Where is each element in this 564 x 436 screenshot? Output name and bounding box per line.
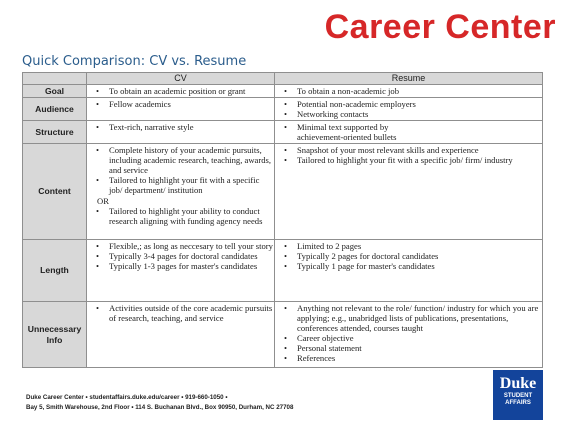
resume-unnecessary-item: • Personal statement (275, 343, 542, 353)
cv-unnecessary-item: • Activities outside of the core academic pursuits of research, teaching, and service (87, 303, 274, 323)
footer-contact (26, 393, 293, 413)
cv-length-item: • Typically 3-4 pages for doctoral candidates (87, 251, 274, 261)
cv-audience-item: • Fellow academics (87, 99, 274, 109)
row-label-structure: Structure (23, 121, 87, 144)
resume-content-item: • Tailored to highlight your fit with a specific job/ firm/ industry (275, 155, 542, 165)
resume-cell-unnecessary-info (275, 302, 543, 368)
resume-audience-item: • Potential non-academic employers (275, 99, 542, 109)
cv-length-item: • Flexible,; as long as neccesary to tell your story (87, 241, 274, 251)
row-audience (23, 98, 543, 121)
logo-duke: Duke (499, 375, 537, 392)
resume-length-item: • Typically 1 page for master's candidates (275, 261, 542, 271)
logo-affairs: AFFAIRS (505, 400, 531, 406)
cv-cell-structure (87, 121, 275, 144)
cv-content-item: • Tailored to highlight your ability to conduct research aligning with funding agency needs (87, 206, 274, 226)
resume-structure-item: • Minimal text supported by achievement-oriented bullets (275, 122, 542, 142)
resume-length-item: • Typically 2 pages for doctoral candidates (275, 251, 542, 261)
row-label-length: Length (23, 240, 87, 302)
table-header-row (23, 73, 543, 85)
header-resume: Resume (275, 73, 543, 85)
row-label-audience: Audience (23, 98, 87, 121)
resume-length-item: • Limited to 2 pages (275, 241, 542, 251)
row-unnecessary-info (23, 302, 543, 368)
cv-structure-item: • Text-rich, narrative style (87, 122, 274, 132)
header-cv: CV (87, 73, 275, 85)
resume-cell-structure (275, 121, 543, 144)
row-content (23, 144, 543, 240)
resume-cell-content (275, 144, 543, 240)
cv-content-item: • Complete history of your academic pursuits, including academic research, teaching, awards, and service (87, 145, 274, 175)
row-length (23, 240, 543, 302)
footer-line-1: Duke Career Center • studentaffairs.duke.edu/career • 919-660-1050 • (26, 394, 228, 401)
resume-unnecessary-item: • Career objective (275, 333, 542, 343)
resume-unnecessary-item: • References (275, 353, 542, 363)
logo-student: STUDENT (503, 393, 533, 399)
cv-length-item: • Typically 1-3 pages for master's candidates (87, 261, 274, 271)
cv-cell-content (87, 144, 275, 240)
footer-line-2: Bay 5, Smith Warehouse, 2nd Floor • 114 S. Buchanan Blvd., Box 90950, Durham, NC 27708 (26, 404, 294, 411)
row-label-unnecessary-info: Unnecessary Info (23, 302, 87, 368)
cv-content-or: OR (97, 196, 109, 206)
cv-cell-goal (87, 85, 275, 98)
resume-cell-audience (275, 98, 543, 121)
row-label-content: Content (23, 144, 87, 240)
row-goal (23, 85, 543, 98)
resume-audience-item: • Networking contacts (275, 109, 542, 119)
resume-goal-item: • To obtain a non-academic job (275, 86, 542, 96)
header-blank (23, 73, 87, 85)
cv-content-item: • Tailored to highlight your fit with a specific job/ department/ institution (87, 175, 274, 195)
resume-unnecessary-item: • Anything not relevant to the role/ function/ industry for which you are applying; e.g., unabridged lists of publications, presentations, conferences attended, courses taught (275, 303, 542, 333)
cv-cell-length (87, 240, 275, 302)
career-center-title: Career Center (324, 8, 556, 46)
page-subtitle: Quick Comparison: CV vs. Resume (22, 54, 247, 69)
resume-content-item: • Snapshot of your most relevant skills and experience (275, 145, 542, 155)
cv-cell-unnecessary-info (87, 302, 275, 368)
row-label-goal: Goal (23, 85, 87, 98)
cv-goal-item: • To obtain an academic position or grant (87, 86, 274, 96)
duke-student-affairs-logo (493, 370, 543, 420)
comparison-table (22, 72, 543, 368)
cv-cell-audience (87, 98, 275, 121)
resume-cell-goal (275, 85, 543, 98)
row-structure (23, 121, 543, 144)
resume-cell-length (275, 240, 543, 302)
